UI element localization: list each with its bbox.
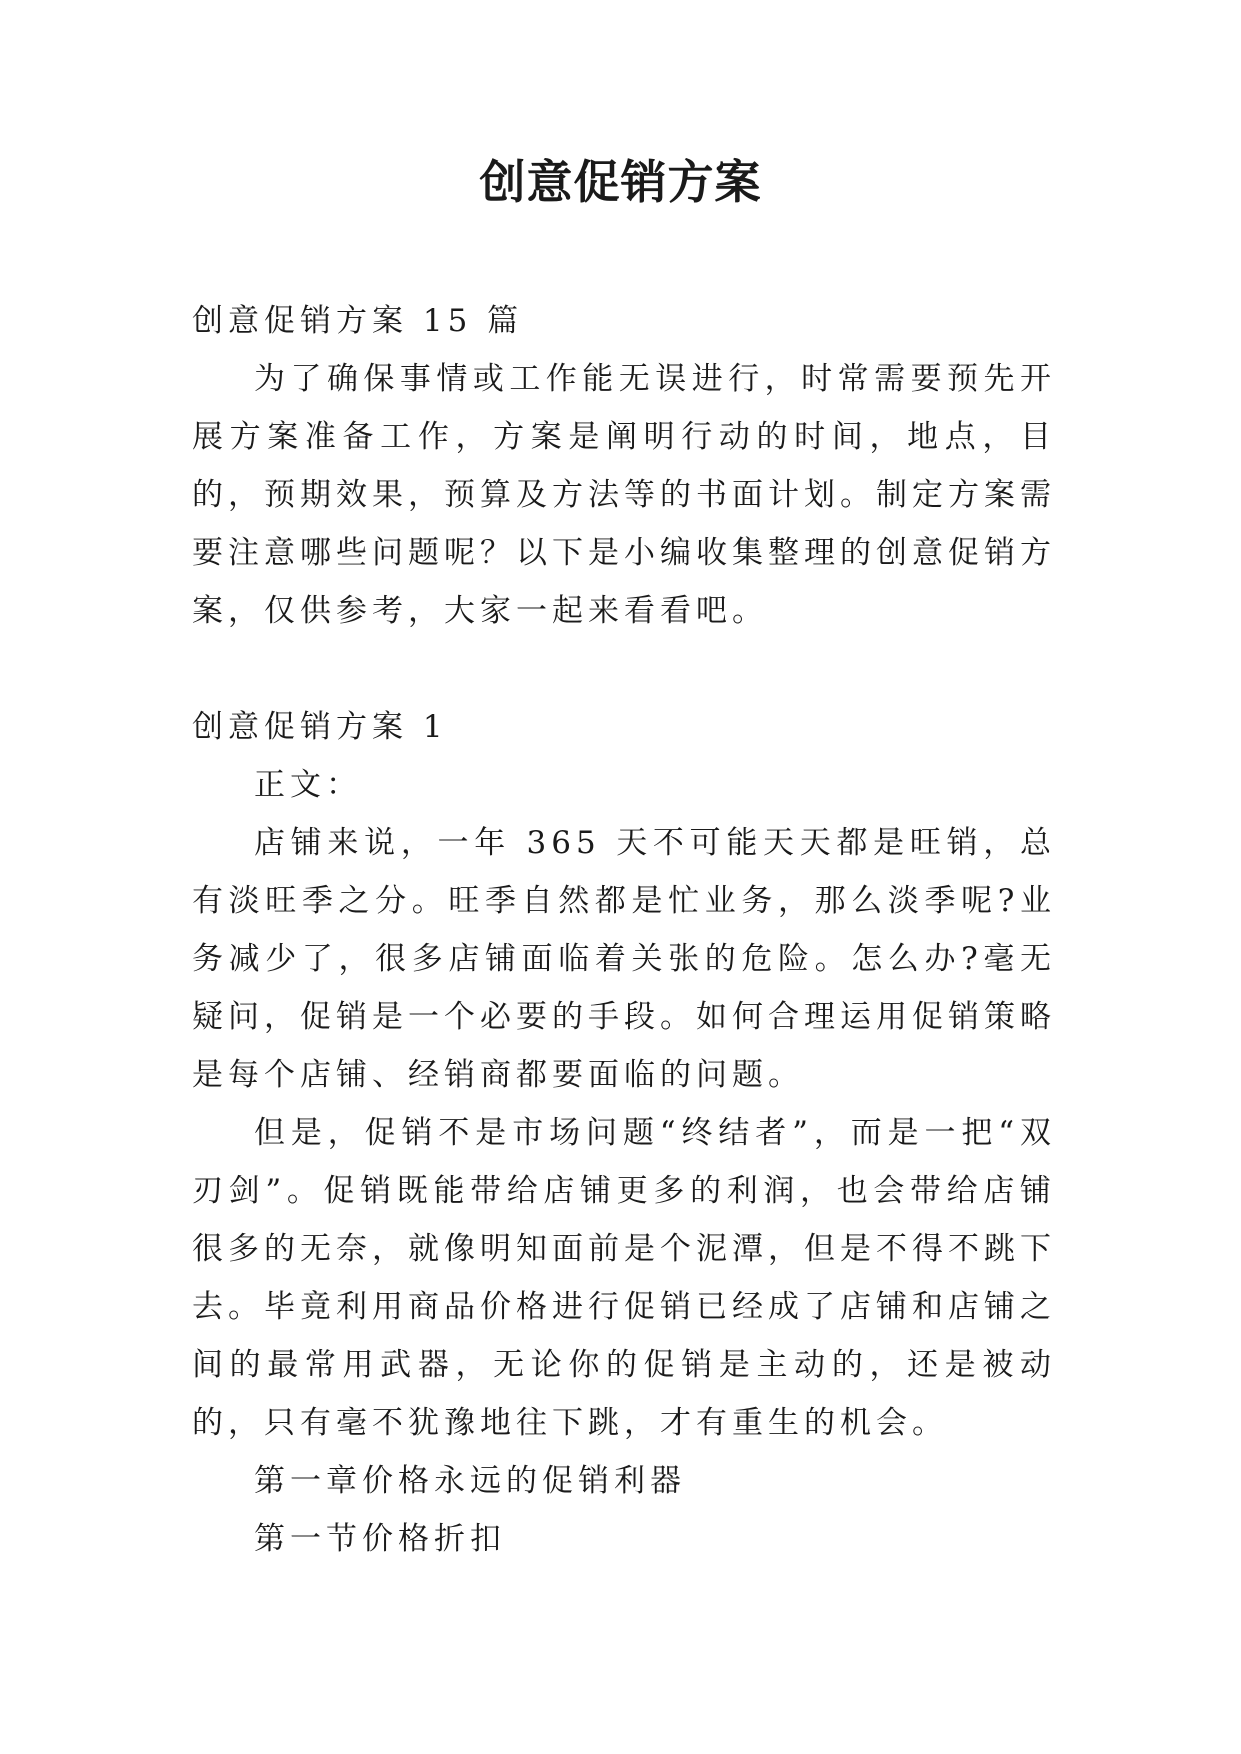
body-paragraph-2: 但是，促销不是市场问题“终结者”，而是一把“双刃剑”。促销既能带给店铺更多的利润，也会带给店铺很多的无奈，就像明知面前是个泥潭，但是不得不跳下去。毕竟利用商品价格进行促销已经成了店铺和店铺之间的最常用武器，无论你的促销是主动的，还是被动的，只有毫不犹豫地往下跳，才有重生的机会。 — [192, 1115, 1056, 1441]
subsection-heading: 第一节价格折扣 — [254, 1521, 506, 1557]
collection-heading: 创意促销方案 15 篇 — [192, 303, 524, 339]
section-label: 正文： — [254, 767, 362, 803]
document-body — [192, 292, 1056, 1568]
body-paragraph-1: 店铺来说，一年 365 天不可能天天都是旺销，总有淡旺季之分。旺季自然都是忙业务，那么淡季呢?业务减少了，很多店铺面临着关张的危险。怎么办?毫无疑问，促销是一个必要的手段。如何合理运用促销策略是每个店铺、经销商都要面临的问题。 — [192, 825, 1056, 1093]
intro-paragraph: 为了确保事情或工作能无误进行，时常需要预先开展方案准备工作，方案是阐明行动的时间，地点，目的，预期效果，预算及方法等的书面计划。制定方案需要注意哪些问题呢？以下是小编收集整理的创意促销方案，仅供参考，大家一起来看看吧。 — [192, 361, 1056, 629]
paragraph-gap — [192, 640, 1056, 698]
chapter-heading: 第一章价格永远的促销利器 — [254, 1463, 686, 1499]
section-heading-1: 创意促销方案 1 — [192, 709, 448, 745]
document-title: 创意促销方案 — [479, 155, 762, 209]
